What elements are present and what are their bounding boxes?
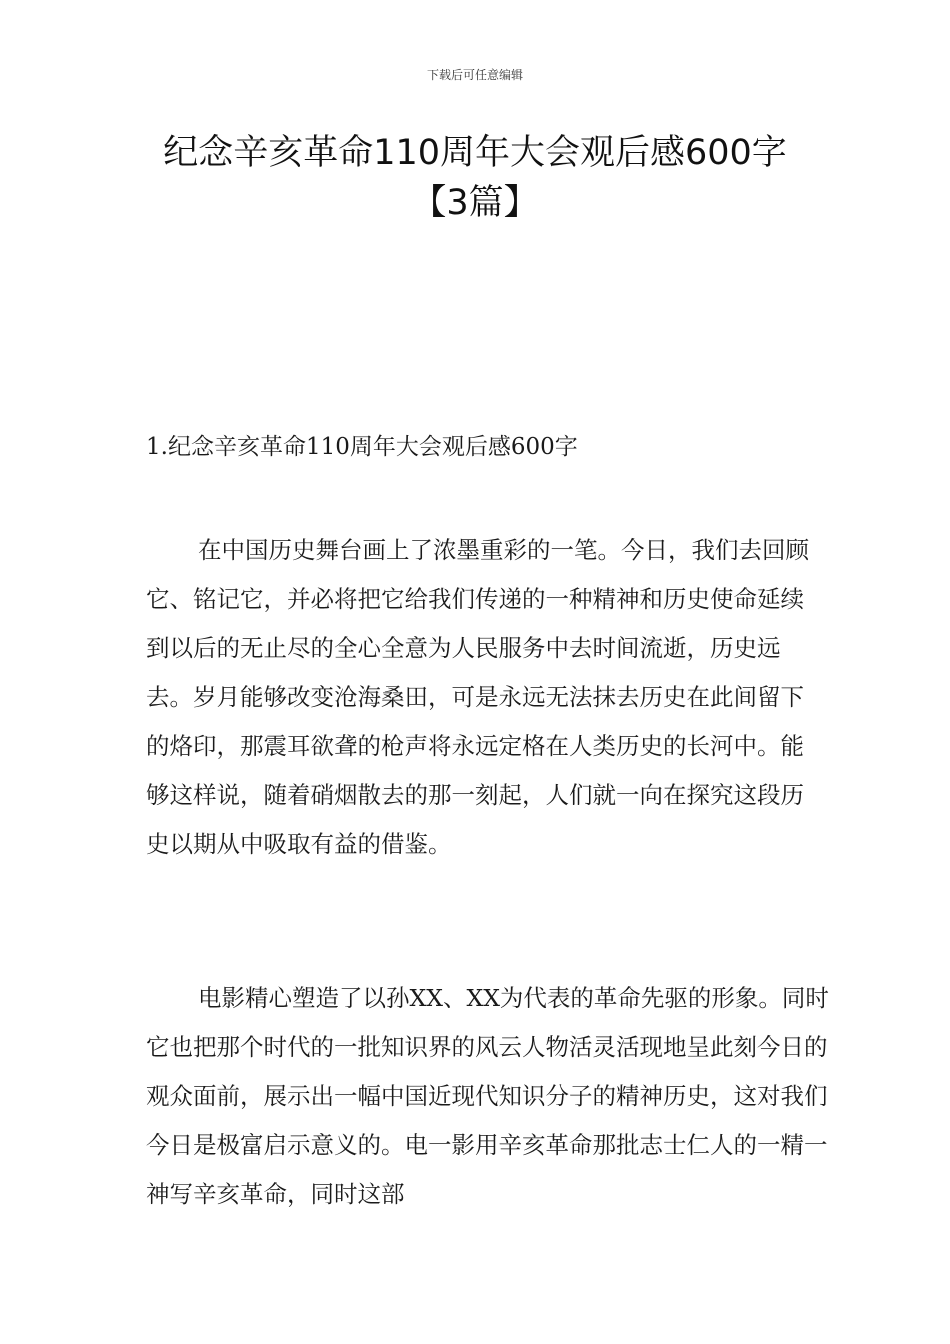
body-paragraph-2: 电影精心塑造了以孙XX、XX为代表的革命先驱的形象。同时它也把那个时代的一批知识界的风云人物活灵活现地呈此刻今日的观众面前，展示出一幅中国近现代知识分子的精神历史，这对我们今日是极富启示意义的。电一影用辛亥革命那批志士仁人的一精一神写辛亥革命，同时这部 (146, 984, 829, 1208)
title-line-2: 【3篇】 (411, 183, 539, 223)
body-paragraph-1: 在中国历史舞台画上了浓墨重彩的一笔。今日，我们去回顾它、铭记它，并必将把它给我们传递的一种精神和历史使命延续到以后的无止尽的全心全意为人民服务中去时间流逝，历史远去。岁月能够改变沧海桑田，可是永远无法抹去历史在此间留下的烙印，那震耳欲聋的枪声将永远定格在人类历史的长河中。能够这样说，随着硝烟散去的那一刻起，人们就一向在探究这段历史以期从中吸取有益的借鉴。 (146, 536, 809, 858)
document-title (60, 128, 890, 228)
section-heading: 1.纪念辛亥革命110周年大会观后感600字 (146, 434, 578, 460)
title-line-1: 纪念辛亥革命110周年大会观后感600字 (163, 133, 787, 173)
header-note: 下载后可任意编辑 (426, 68, 523, 82)
